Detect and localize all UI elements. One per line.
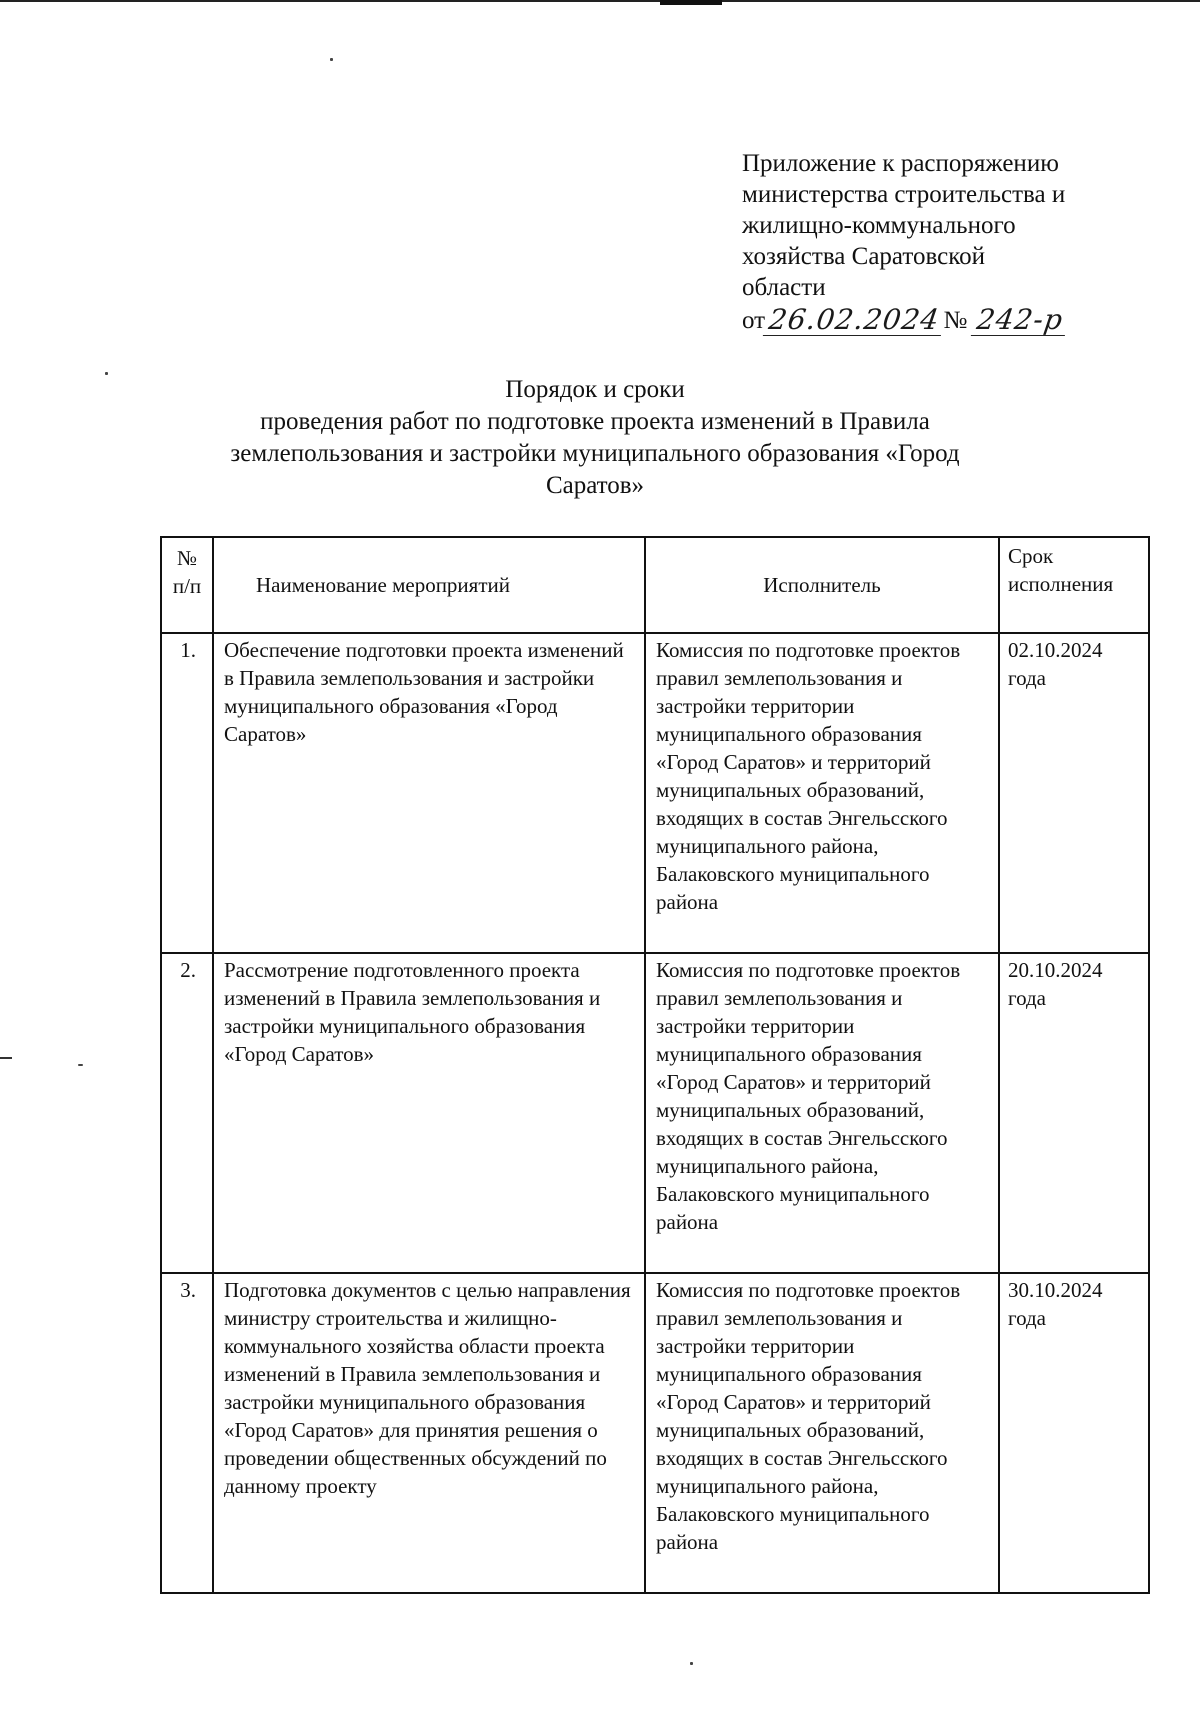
table-row — [161, 953, 1149, 1273]
annex-date-line — [742, 305, 1142, 336]
row-executor: Комиссия по подготовке проектов правил землепользования и застройки территории муниципального образования «Город Саратов» и территорий муниципальных образований, входящих в состав Энгельсского муниципального района, Балаковского муниципального района — [645, 633, 999, 953]
row-executor: Комиссия по подготовке проектов правил землепользования и застройки территории муниципального образования «Город Саратов» и территорий муниципальных образований, входящих в состав Энгельсского муниципального района, Балаковского муниципального района — [645, 1273, 999, 1593]
handwritten-date: 26.02.2024 — [763, 305, 946, 336]
scan-speck — [78, 1064, 83, 1066]
row-num: 1. — [161, 633, 213, 953]
row-deadline: 20.10.2024 года — [999, 953, 1149, 1273]
margin-tick — [0, 1057, 12, 1059]
scan-speck — [690, 1662, 693, 1665]
row-deadline: 02.10.2024 года — [999, 633, 1149, 953]
table-header-row — [161, 537, 1149, 633]
annex-line: области — [742, 274, 826, 301]
header-deadline: Срок исполнения — [999, 537, 1149, 633]
row-deadline: 30.10.2024 года — [999, 1273, 1149, 1593]
handwritten-number: 242-р — [971, 305, 1069, 336]
scan-speck — [330, 58, 333, 61]
header-executor: Исполнитель — [645, 537, 999, 633]
annex-line: хозяйства Саратовской — [742, 243, 985, 270]
row-executor: Комиссия по подготовке проектов правил землепользования и застройки территории муниципального образования «Город Саратов» и территорий муниципальных образований, входящих в состав Энгельсского муниципального района, Балаковского муниципального района — [645, 953, 999, 1273]
annex-block — [742, 148, 1142, 336]
title-line: проведения работ по подготовке проекта изменений в Правила — [260, 408, 930, 435]
table-row — [161, 633, 1149, 953]
title-line: Порядок и сроки — [505, 376, 685, 403]
annex-line: Приложение к распоряжению — [742, 150, 1059, 177]
row-num: 2. — [161, 953, 213, 1273]
header-name: Наименование мероприятий — [213, 537, 645, 633]
scan-edge-mark — [660, 0, 722, 5]
scan-edge-line — [0, 0, 1200, 2]
row-num: 3. — [161, 1273, 213, 1593]
events-table — [160, 536, 1150, 1594]
row-name: Подготовка документов с целью направления министру строительства и жилищно-коммунального хозяйства области проекта изменений в Правила землепользования и застройки муниципального образования «Город Саратов» для принятия решения о проведении общественных обсуждений по данному проекту — [213, 1273, 645, 1593]
annex-line: жилищно-коммунального — [742, 212, 1016, 239]
title-line: Саратов» — [545, 472, 645, 499]
document-title — [180, 374, 1010, 502]
table-row — [161, 1273, 1149, 1593]
annex-line: министерства строительства и — [742, 181, 1066, 208]
row-name: Рассмотрение подготовленного проекта изменений в Правила землепользования и застройки муниципального образования «Город Саратов» — [213, 953, 645, 1273]
header-num: № п/п — [161, 537, 213, 633]
scan-speck — [105, 372, 108, 375]
row-name: Обеспечение подготовки проекта изменений в Правила землепользования и застройки муниципального образования «Город Саратов» — [213, 633, 645, 953]
title-line: землепользования и застройки муниципального образования «Город — [230, 440, 960, 467]
date-prefix: от — [742, 307, 766, 334]
number-prefix: № — [943, 307, 968, 334]
